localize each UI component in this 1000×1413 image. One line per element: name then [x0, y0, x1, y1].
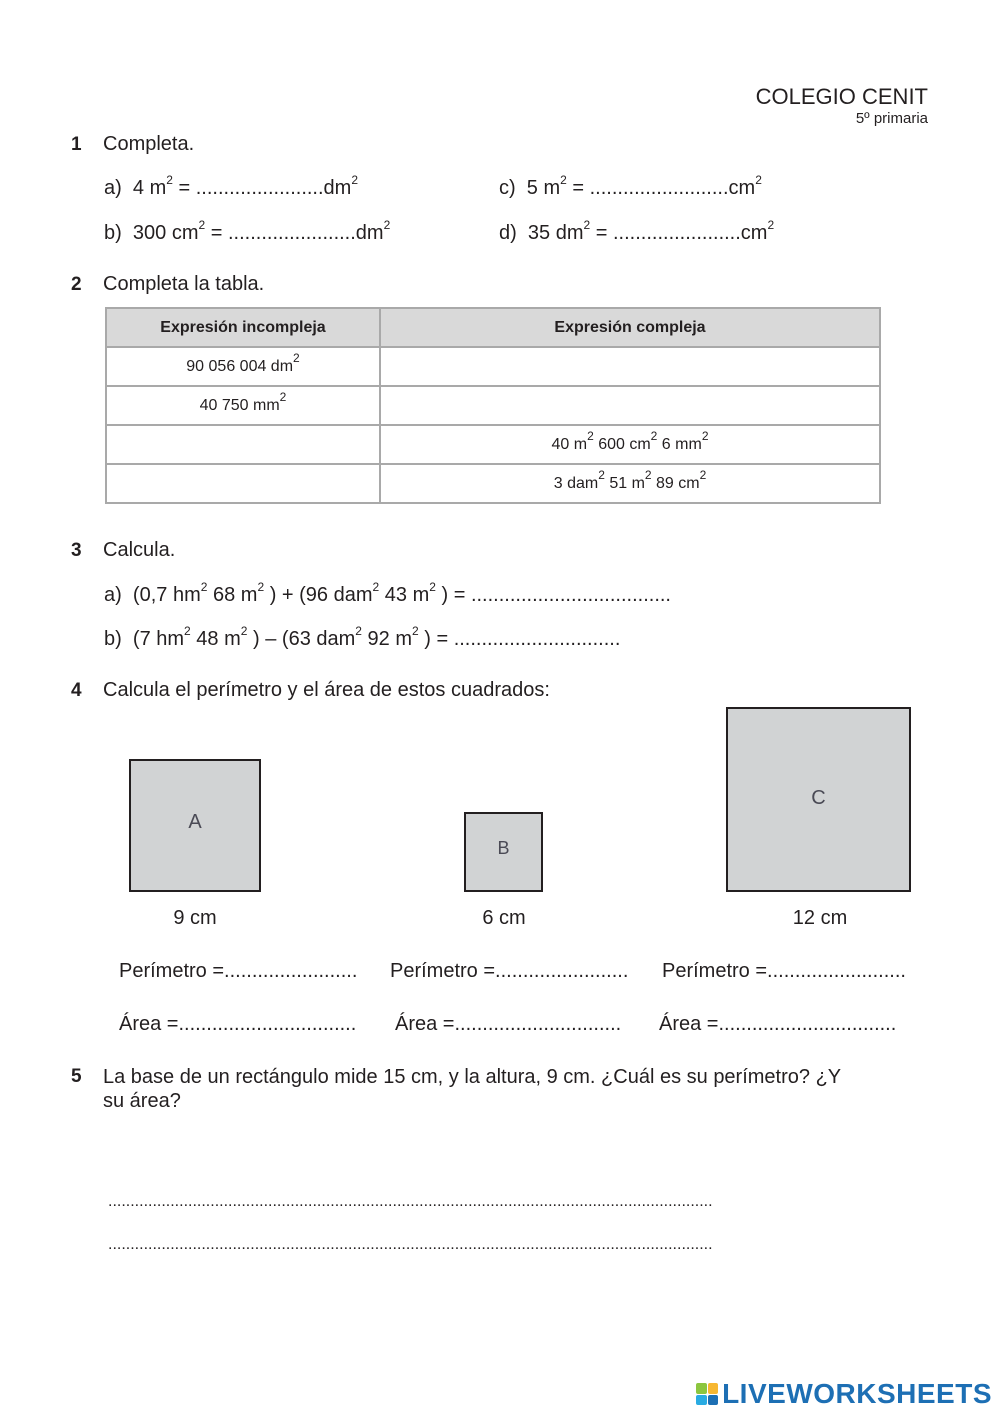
table-row: [106, 386, 880, 425]
school-grade: 5º primaria: [855, 110, 928, 127]
table-cell-answer[interactable]: [106, 464, 380, 503]
q1-item-d: d) 35 $dm^2 = .......................cm^2$: [499, 218, 775, 244]
table-cell-answer[interactable]: [380, 386, 880, 425]
q1-b-answer[interactable]: = .......................dm: [205, 222, 384, 244]
square-c: [726, 707, 911, 892]
brand-text: LIVEWORKSHEETS: [722, 1378, 992, 1409]
q1-number: 1: [71, 134, 82, 155]
perimeter-b[interactable]: Perímetro =........................: [390, 960, 629, 982]
table-row: [106, 347, 880, 386]
table-row: [106, 425, 880, 464]
q3-b-answer[interactable]: ) = ..............................: [418, 628, 621, 650]
q2-number: 2: [71, 274, 82, 295]
q1-item-c: c) 5 $m^2 = .........................cm^2$: [499, 173, 762, 199]
square-b-label: B: [497, 838, 510, 858]
area-b[interactable]: Área =..............................: [395, 1013, 622, 1035]
square-c-side: 12 cm: [792, 907, 848, 929]
col-compleja: Expresión compleja: [380, 308, 880, 347]
square-a-label: A: [188, 811, 202, 833]
table-cell: 3 dam$^2$ 51 $m^2$ 89 $cm^2$: [380, 464, 880, 503]
table-cell: 40 750 $mm^2$: [106, 386, 380, 425]
table-row: [106, 464, 880, 503]
table-cell-answer[interactable]: [106, 425, 380, 464]
q3-number: 3: [71, 540, 82, 561]
q1-c-answer[interactable]: = .........................cm: [566, 177, 756, 199]
q5-answer-line-2[interactable]: ........................................................................................................................................: [108, 1236, 713, 1253]
perimeter-c[interactable]: Perímetro =.........................: [662, 960, 906, 982]
q1-item-a: a) 4 $m^2 = .......................dm^2$: [104, 173, 359, 199]
q3-title: Calcula.: [103, 539, 176, 561]
q1-item-b: b) 300 $cm^2 = .......................dm^2$: [104, 218, 391, 244]
q3-item-a: a) (0,7 $hm^2$ 68 $m^2$ ) + (96 dam$^2$ 43 $m^2$ ) = ....................................: [104, 580, 671, 606]
q4-title: Calcula el perímetro y el área de estos cuadrados:: [103, 679, 550, 701]
perimeter-a[interactable]: Perímetro =........................: [119, 960, 358, 982]
q2-title: Completa la tabla.: [103, 273, 265, 295]
q1-a-answer[interactable]: = .......................dm: [172, 177, 352, 199]
q3-item-b: b) (7 $hm^2$ 48 $m^2$ ) – (63 dam$^2$ 92 $m^2$ ) = ..............................: [104, 624, 621, 650]
square-c-label: C: [811, 787, 826, 809]
q5-text: La base de un rectángulo mide 15 cm, y la altura, 9 cm. ¿Cuál es su perímetro? ¿Y su área?: [103, 1066, 842, 1112]
square-b: [464, 812, 543, 892]
liveworksheets-logo-icon: [696, 1383, 718, 1405]
q5-number: 5: [71, 1066, 82, 1087]
school-header: [756, 84, 928, 128]
school-name: COLEGIO CENIT: [755, 84, 928, 109]
square-a-side: 9 cm: [173, 907, 217, 929]
square-b-side: 6 cm: [482, 907, 526, 929]
table-header-row: [106, 308, 880, 347]
q4-number: 4: [71, 680, 82, 701]
table-cell: 40 $m^2$ 600 $cm^2$ 6 $mm^2$: [380, 425, 880, 464]
square-a: [129, 759, 261, 892]
col-incompleja: Expresión incompleja: [106, 308, 380, 347]
table-cell-answer[interactable]: [380, 347, 880, 386]
area-c[interactable]: Área =................................: [659, 1013, 897, 1035]
q1-d-answer[interactable]: = .......................cm: [590, 222, 768, 244]
q3-a-answer[interactable]: ) = ....................................: [435, 584, 671, 606]
liveworksheets-brand: [696, 1378, 992, 1410]
q1-title: Completa.: [103, 133, 195, 155]
conversion-table: [105, 307, 881, 504]
table-cell: 90 056 004 $dm^2$: [106, 347, 380, 386]
q5-answer-line-1[interactable]: ........................................................................................................................................: [108, 1193, 713, 1210]
area-a[interactable]: Área =................................: [119, 1013, 357, 1035]
